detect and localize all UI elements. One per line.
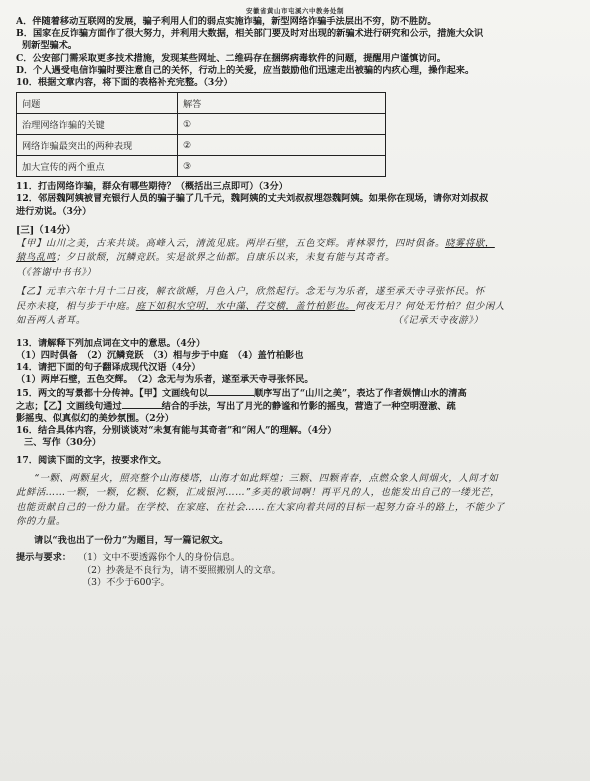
passage-jia-line: [16, 251, 574, 266]
table-answer-cell[interactable]: ②: [178, 135, 386, 156]
passage-text: ；夕日欲颓，沉鳞竞跃。实是欲界之仙都。自康乐以来，未复有能与其奇者。: [55, 252, 396, 264]
question-16: 16．结合具体内容，分别谈谈对“未复有能与其奇者”和“闲人”的理解。（4分）: [16, 425, 337, 437]
table-row: [17, 156, 386, 177]
table-cell: 治理网络诈骗的关键: [17, 114, 178, 135]
passage-text: 何夜无月？何处无竹柏？但少闲人: [355, 300, 505, 312]
writing-material-line: “一颗、两颗星火，照亮整个山海楼塔，山海才如此辉煌；三颗、四颗青春，点燃众象人间烟火，人间才如: [34, 472, 499, 484]
question-15-cont: 之志；【乙】文画线句通过 结合的手法，写出了月光的静谧和竹影的摇曳，营造了一种空明澄澈、疏: [16, 400, 456, 412]
passage-jia-source: （《答谢中书书》）: [16, 266, 97, 278]
question-14-items: （1）两岸石壁，五色交辉。 （2）念无与为乐者，遂至承天寺寻张怀民。: [16, 374, 314, 386]
question-14: 14．请把下面的句子翻译成现代汉语（4分）: [16, 362, 201, 374]
passage-yi-line: [16, 300, 574, 315]
option-b-cont: 别新型骗术。: [22, 40, 78, 52]
requirements: [16, 552, 574, 590]
question-13-items: （1）四时俱备 （2）沉鳞竞跃 （3）相与步于中庭 （4）盖竹柏影也: [16, 350, 304, 362]
table-answer-cell[interactable]: ③: [178, 156, 386, 177]
question-15-end: 影摇曳、似真似幻的美妙氛围。（2分）: [16, 413, 174, 425]
requirement-item: （3）不少于600字。: [82, 577, 170, 589]
question-13: 13．请解释下列加点词在文中的意思。（4分）: [16, 337, 206, 349]
passage-yi-source: （《记承天寺夜游》）: [393, 315, 484, 327]
passage-text: 民亦未寝，相与步于中庭。: [16, 300, 136, 312]
answer-blank[interactable]: [208, 387, 254, 396]
option-d: D．个人遇受电信诈骗时要注意自己的关怀，行动上的关爱，应当鼓励他们迅速走出被骗的内疚心理，操作起来。: [16, 64, 475, 76]
writing-material-line: 你的力量。: [16, 516, 66, 528]
table-row: [17, 135, 386, 156]
question-12: 12．邻居魏阿姨被冒充银行人员的骗子骗了几千元，魏阿姨的丈夫刘叔叔埋怨魏阿姨。如果你在现场，请你对刘叔叔: [16, 193, 489, 205]
question-15: 15．两文的写景都十分传神。【甲】文画线句以 顺序写出了“山川之美”，表达了作者娱情山水的清高: [16, 387, 467, 399]
writing-material-line: 此鲜活……一颗，一颗，亿颗、亿颗，汇成银河……”多美的歌词啊！再平凡的人，也能发出自己的一缕光芒，: [16, 487, 501, 499]
table-header-cell: 解答: [178, 93, 386, 114]
question-10: 10．根据文章内容，将下面的表格补充完整。（3分）: [16, 77, 233, 89]
writing-prompt: 请以“我也出了一份力”为题目，写一篇记叙文。: [34, 534, 229, 546]
underlined-text: 晓雾将歇，: [444, 237, 495, 249]
table-row: [17, 93, 386, 114]
answer-table: [16, 92, 386, 177]
section-3-title: [三]（14分）: [16, 224, 76, 236]
passage-jia-line: [16, 237, 574, 252]
passage-yi-line: [16, 314, 574, 329]
passage-text: 【甲】山川之美，古来共谈。高峰入云，清流见底。两岸石壁，五色交辉。青林翠竹，四时俱备。: [16, 237, 445, 249]
table-cell: 网络诈骗最突出的两种表现: [17, 135, 178, 156]
answer-blank[interactable]: [122, 400, 162, 409]
requirement-item: （1）文中不要透露你个人的身份信息。: [78, 552, 241, 564]
table-cell: 加大宣传的两个重点: [17, 156, 178, 177]
requirements-label: 提示与要求：: [16, 552, 72, 564]
page-header: 安徽省黄山市屯溪六中教务处制: [246, 7, 344, 15]
underlined-text: 庭下如积水空明，水中藻、荇交横，盖竹柏影也。: [135, 300, 356, 312]
table-answer-cell[interactable]: ①: [178, 114, 386, 135]
option-c: C．公安部门需采取更多技术措施，发现某些网址、二维码存在捆绑病毒软件的问题，提醒用户谨慎访问。: [16, 52, 446, 64]
option-a: A．伴随着移动互联网的发展，骗子利用人们的弱点实施诈骗，新型网络诈骗手法层出不穷，防不胜防。: [16, 16, 437, 27]
table-header-cell: 问题: [17, 93, 178, 114]
passage-yi-line: 【乙】元丰六年十月十二日夜，解衣欲睡，月色入户，欣然起行。念无与为乐者，遂至承天寺寻张怀民。怀: [16, 286, 485, 298]
question-11: 11．打击网络诈骗，群众有哪些期待？（概括出三点即可）（3分）: [16, 181, 288, 193]
question-12-cont: 进行劝说。（3分）: [16, 205, 92, 217]
requirement-item: （2）抄袭是不良行为，请不要照搬别人的文章。: [82, 564, 281, 576]
table-row: [17, 114, 386, 135]
section-writing-title: 三、写作（30分）: [24, 437, 102, 449]
writing-material-line: 也能贡献自己的一份力量。在学校、在家庭、在社会……在大家向着共同的目标一起努力奋斗的路上，不能少了: [16, 501, 505, 513]
passage-text: 如吾两人者耳。: [16, 315, 86, 327]
option-b: B．国家在反诈骗方面作了很大努力，并利用大数据，相关部门要及时对出现的新骗术进行研究和公示，措施大众识: [16, 28, 484, 40]
question-17: 17．阅读下面的文字，按要求作文。: [16, 454, 167, 466]
underlined-text: 猿鸟乱鸣: [16, 252, 56, 264]
